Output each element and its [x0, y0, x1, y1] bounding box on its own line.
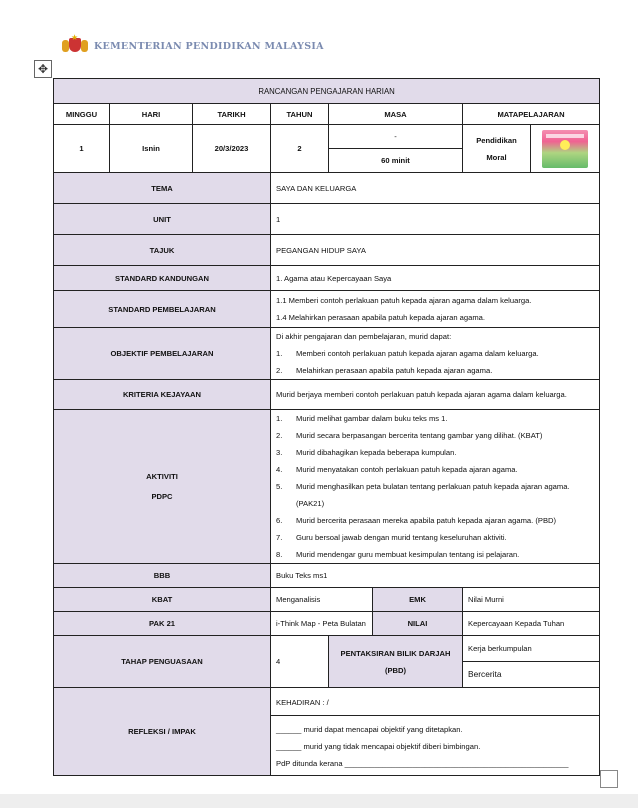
tahun-value: 2	[271, 125, 329, 173]
refleksi-line1: ______ murid dapat mencapai objektif yang ditetapkan.	[276, 725, 463, 734]
col-tarikh: TARIKH	[193, 104, 271, 125]
pbd-bottom-value: Bercerita	[468, 669, 502, 679]
pbd-values	[463, 636, 600, 688]
tajuk-label: TAJUK	[54, 235, 271, 266]
tarikh-value: 20/3/2023	[193, 125, 271, 173]
standard-kandungan-row	[54, 266, 600, 291]
pak21-row	[54, 612, 600, 636]
pak21-value: i-Think Map - Peta Bulatan	[271, 612, 373, 636]
masa-duration: 60 minit	[329, 149, 463, 173]
standard-pembelajaran-list	[271, 291, 600, 328]
emk-value: Nilai Murni	[463, 588, 600, 612]
aktiviti-label-line1: AKTIVITI	[146, 471, 178, 481]
nilai-value: Kepercayaan Kepada Tuhan	[463, 612, 600, 636]
resize-handle-icon[interactable]	[600, 770, 618, 788]
list-item: 3. Murid dibahagikan kepada beberapa kumpulan.	[276, 448, 457, 457]
info-row-top	[54, 125, 600, 149]
list-item: 2. Murid secara berpasangan bercerita tentang gambar yang dilihat. (KBAT)	[276, 431, 543, 440]
list-item: 1.1 Memberi contoh perlakuan patuh kepada ajaran agama dalam keluarga.	[276, 296, 532, 305]
list-item: 1.4 Melahirkan perasaan apabila patuh kepada ajaran agama.	[276, 313, 485, 322]
refleksi-notes	[271, 716, 599, 772]
minggu-value: 1	[54, 125, 110, 173]
table-move-handle-icon[interactable]: ✥	[34, 60, 52, 78]
unit-row	[54, 204, 600, 235]
pbd-label	[329, 636, 463, 688]
list-item: 4. Murid menyatakan contoh perlakuan patuh kepada ajaran agama.	[276, 465, 518, 474]
standard-kandungan-value: 1. Agama atau Kepercayaan Saya	[271, 266, 600, 291]
refleksi-line3: PdP ditunda kerana _____________________________________________________	[276, 759, 569, 768]
masa-start: -	[329, 125, 463, 149]
standard-pembelajaran-label: STANDARD PEMBELAJARAN	[54, 291, 271, 328]
nilai-label: NILAI	[373, 612, 463, 636]
list-item: 6. Murid bercerita perasaan mereka apabila patuh kepada ajaran agama. (PBD)	[276, 516, 557, 525]
textbook-cover-image	[542, 130, 588, 168]
col-tahun: TAHUN	[271, 104, 329, 125]
textbook-cover-cell	[531, 125, 600, 173]
pbd-label-line1: PENTAKSIRAN BILIK DARJAH	[340, 648, 451, 658]
unit-value: 1	[271, 204, 600, 235]
tajuk-value: PEGANGAN HIDUP SAYA	[271, 235, 600, 266]
refleksi-content	[271, 688, 600, 776]
aktiviti-list	[271, 410, 600, 564]
kehadiran-line: KEHADIRAN : /	[271, 691, 599, 716]
bottom-status-strip	[0, 794, 638, 808]
list-item: 7. Guru bersoal jawab dengan murid tentang keseluruhan aktiviti.	[276, 533, 507, 542]
emk-label: EMK	[373, 588, 463, 612]
lesson-plan-table	[53, 78, 600, 776]
kriteria-row	[54, 380, 600, 410]
subject-line2: Moral	[486, 152, 507, 162]
subject-name	[463, 125, 531, 173]
kbat-row	[54, 588, 600, 612]
ministry-name: KEMENTERIAN PENDIDIKAN MALAYSIA	[94, 40, 324, 52]
bbb-value: Buku Teks ms1	[271, 564, 600, 588]
tema-value: SAYA DAN KELUARGA	[271, 173, 600, 204]
col-minggu: MINGGU	[54, 104, 110, 125]
list-item: 5. Murid menghasilkan peta bulatan tentang perlakuan patuh kepada ajaran agama. (PAK21)	[276, 482, 570, 508]
pbd-label-line2: (PBD)	[384, 665, 407, 675]
objektif-label: OBJEKTIF PEMBELAJARAN	[54, 328, 271, 380]
tajuk-row	[54, 235, 600, 266]
unit-label: UNIT	[54, 204, 271, 235]
ministry-header	[62, 33, 324, 56]
list-item: 8. Murid mendengar guru membuat kesimpulan tentang isi pelajaran.	[276, 550, 520, 559]
pak21-label: PAK 21	[54, 612, 271, 636]
kriteria-value: Murid berjaya memberi contoh perlakuan patuh kepada ajaran agama dalam keluarga.	[271, 380, 600, 410]
title-row	[54, 79, 600, 104]
kriteria-label: KRITERIA KEJAYAAN	[54, 380, 271, 410]
tema-label: TEMA	[54, 173, 271, 204]
bbb-row	[54, 564, 600, 588]
kbat-value: Menganalisis	[271, 588, 373, 612]
list-item: 1. Memberi contoh perlakuan patuh kepada ajaran agama dalam keluarga.	[276, 349, 539, 358]
aktiviti-row	[54, 410, 600, 564]
col-matapelajaran: MATAPELAJARAN	[463, 104, 600, 125]
standard-kandungan-label: STANDARD KANDUNGAN	[54, 266, 271, 291]
objektif-row	[54, 328, 600, 380]
objektif-list	[271, 328, 600, 380]
tema-row	[54, 173, 600, 204]
aktiviti-label-line2: PDPC	[151, 491, 173, 501]
tahap-label: TAHAP PENGUASAAN	[54, 636, 271, 688]
tahap-value: 4	[271, 636, 329, 688]
plan-title: RANCANGAN PENGAJARAN HARIAN	[54, 79, 600, 104]
standard-pembelajaran-row	[54, 291, 600, 328]
col-hari: HARI	[110, 104, 193, 125]
refleksi-line2: ______ murid yang tidak mencapai objektif diberi bimbingan.	[276, 742, 481, 751]
col-masa: MASA	[329, 104, 463, 125]
list-item: 1. Murid melihat gambar dalam buku teks ms 1.	[276, 414, 448, 423]
hari-value: Isnin	[110, 125, 193, 173]
list-item: 2. Melahirkan perasaan apabila patuh kepada ajaran agama.	[276, 366, 493, 375]
tahap-row	[54, 636, 600, 688]
refleksi-label: REFLEKSI / IMPAK	[54, 688, 271, 776]
kbat-label: KBAT	[54, 588, 271, 612]
objektif-intro: Di akhir pengajaran dan pembelajaran, murid dapat:	[276, 332, 452, 341]
bbb-label: BBB	[54, 564, 271, 588]
aktiviti-label	[54, 410, 271, 564]
subject-line1: Pendidikan	[476, 135, 517, 145]
header-row	[54, 104, 600, 125]
refleksi-row	[54, 688, 600, 776]
ministry-crest-icon: ★	[62, 36, 88, 56]
pbd-top-value: Kerja berkumpulan	[463, 636, 599, 662]
